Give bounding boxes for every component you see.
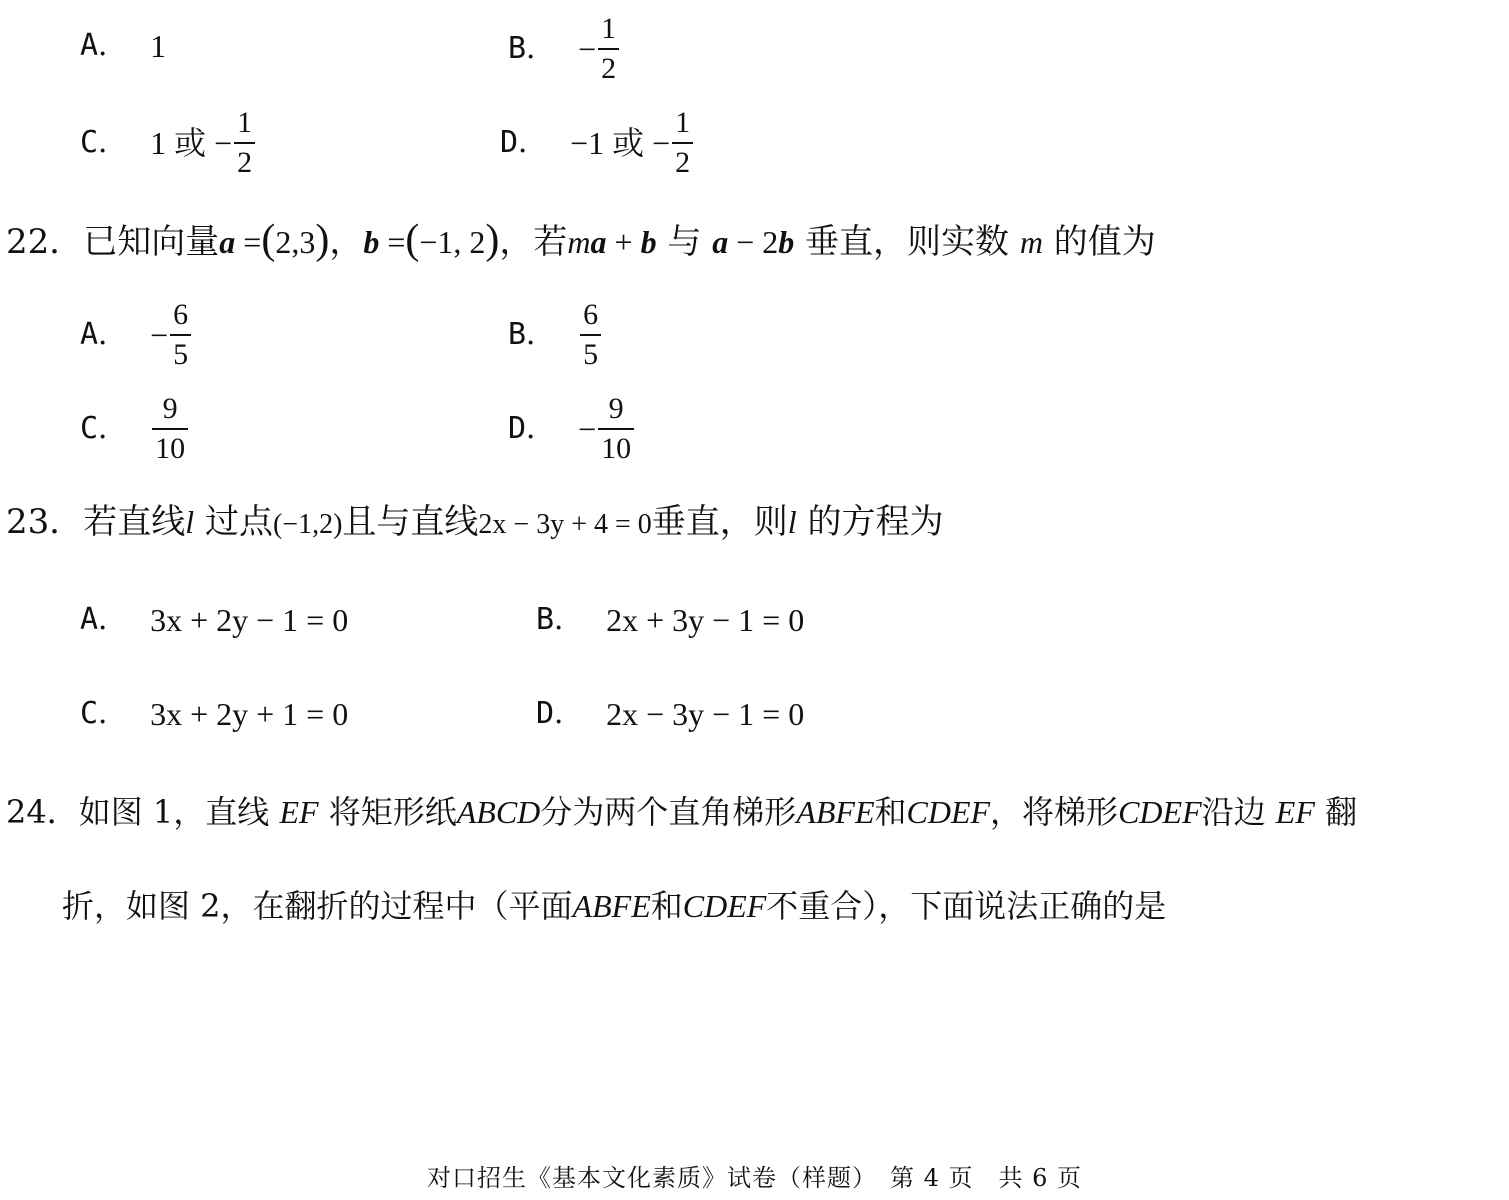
denominator: 2 <box>672 142 693 180</box>
q24-stem-line2 <box>62 886 1166 926</box>
question-number: 23． <box>6 502 84 542</box>
option-label: D． <box>536 696 585 731</box>
fraction <box>598 12 619 86</box>
vector-b: b <box>778 224 795 260</box>
minus-sign: − <box>578 411 597 447</box>
plane-cdef: CDEF <box>682 888 767 924</box>
q22-option-d <box>508 392 636 466</box>
q22-option-b <box>508 298 603 372</box>
q22-stem <box>6 217 1156 263</box>
q21-option-d <box>500 106 695 180</box>
vector-b-value: −1, 2 <box>419 224 486 260</box>
option-label: D． <box>508 411 557 446</box>
fraction <box>672 106 693 180</box>
stem-text: 和 <box>874 793 907 831</box>
stem-text: 沿边 <box>1201 793 1276 831</box>
minus-sign: − <box>150 317 169 353</box>
minus-sign: − <box>578 31 597 67</box>
option-value: 3x + 2y + 1 = 0 <box>150 696 349 732</box>
stem-text: ， <box>329 222 364 262</box>
q23-stem <box>6 502 944 545</box>
stem-text: 的值为 <box>1042 222 1156 262</box>
trapezoid-cdef: CDEF <box>906 794 991 830</box>
fraction <box>170 298 191 372</box>
equals-sign: = <box>235 224 262 260</box>
option-value: −1 或 − <box>570 125 671 161</box>
option-label: A． <box>80 28 129 63</box>
line-ef: EF <box>1275 794 1315 830</box>
option-label: B． <box>536 602 585 637</box>
option-value: 3x + 2y − 1 = 0 <box>150 602 349 638</box>
q23-option-c <box>80 694 348 734</box>
q22-option-c <box>80 392 190 466</box>
stem-text: 如图 1，直线 <box>78 793 280 831</box>
numerator: 6 <box>583 298 599 331</box>
variable-m: m <box>1019 224 1043 260</box>
stem-text: 过点 <box>194 502 273 542</box>
q22-option-a <box>80 298 193 372</box>
vector-a: a <box>590 224 607 260</box>
denominator: 2 <box>234 142 255 180</box>
plus-sign: + <box>606 224 641 260</box>
variable-m: m <box>567 224 591 260</box>
stem-text: 垂直，则 <box>651 502 788 542</box>
fraction <box>598 392 634 466</box>
close-paren: ) <box>315 217 330 263</box>
equals-sign: = <box>379 224 406 260</box>
q21-option-a <box>80 26 166 66</box>
numerator: 6 <box>173 298 189 331</box>
open-paren: ( <box>405 217 420 263</box>
numerator: 1 <box>237 106 253 139</box>
denominator: 2 <box>598 48 619 86</box>
numerator: 1 <box>675 106 691 139</box>
point-coordinates: (−1,2) <box>272 509 343 540</box>
vector-b: b <box>640 224 657 260</box>
page-footer: 对口招生《基本文化素质》试卷（样题） 第 4 页 共 6 页 <box>426 1164 1083 1192</box>
q23-option-b <box>536 600 804 640</box>
question-number: 24． <box>6 793 79 831</box>
q21-option-b <box>508 12 621 86</box>
question-number: 22． <box>6 222 84 262</box>
option-label: A． <box>80 317 129 352</box>
stem-text: 和 <box>650 887 683 925</box>
minus-two: − 2 <box>728 224 779 260</box>
vector-b: b <box>363 224 380 260</box>
fraction <box>580 298 601 372</box>
denominator: 5 <box>170 334 191 372</box>
option-label: C． <box>80 696 129 731</box>
trapezoid-cdef: CDEF <box>1118 794 1202 830</box>
stem-text: 将矩形纸 <box>318 793 457 831</box>
stem-text: 已知向量 <box>83 222 220 262</box>
q23-option-a <box>80 600 348 640</box>
trapezoid-abfe: ABFE <box>796 794 875 830</box>
close-paren: ) <box>485 217 500 263</box>
stem-text: 翻 <box>1314 793 1358 831</box>
line-ef: EF <box>279 794 319 830</box>
numerator: 9 <box>162 392 178 425</box>
option-label: D． <box>500 125 549 160</box>
vector-a: a <box>219 224 236 260</box>
fraction <box>234 106 255 180</box>
stem-text: 折，如图 2，在翻折的过程中（平面 <box>62 887 573 925</box>
numerator: 9 <box>608 392 624 425</box>
option-value: 1 <box>150 28 167 64</box>
stem-text: 分为两个直角梯形 <box>540 793 797 831</box>
vector-a: a <box>712 224 729 260</box>
line-equation: 2x − 3y + 4 = 0 <box>478 509 652 540</box>
option-label: B． <box>508 31 557 66</box>
stem-text: ，将梯形 <box>990 793 1119 831</box>
stem-text: ，若 <box>499 222 568 262</box>
option-label: A． <box>80 602 129 637</box>
option-value: 1 或 − <box>150 125 233 161</box>
option-value: 2x + 3y − 1 = 0 <box>606 602 805 638</box>
stem-text: 若直线 <box>83 502 186 542</box>
option-label: B． <box>508 317 557 352</box>
stem-text: 不重合），下面说法正确的是 <box>766 887 1167 925</box>
vector-a-value: 2,3 <box>275 224 316 260</box>
stem-text: 且与直线 <box>342 502 479 542</box>
plane-abfe: ABFE <box>572 888 651 924</box>
option-label: C． <box>80 411 129 446</box>
stem-text: 垂直，则实数 <box>794 222 1020 262</box>
fraction <box>152 392 188 466</box>
q21-option-c <box>80 106 257 180</box>
option-label: C． <box>80 125 129 160</box>
q23-option-d <box>536 694 804 734</box>
denominator: 10 <box>598 428 634 466</box>
open-paren: ( <box>261 217 276 263</box>
denominator: 5 <box>580 334 601 372</box>
stem-text: 的方程为 <box>796 502 944 542</box>
line-l: l <box>185 504 195 540</box>
stem-text: 与 <box>656 222 713 262</box>
rectangle-abcd: ABCD <box>456 794 541 830</box>
numerator: 1 <box>601 12 617 45</box>
denominator: 10 <box>152 428 188 466</box>
option-value: 2x − 3y − 1 = 0 <box>606 696 805 732</box>
line-l: l <box>787 504 797 540</box>
q24-stem-line1 <box>6 792 1357 832</box>
